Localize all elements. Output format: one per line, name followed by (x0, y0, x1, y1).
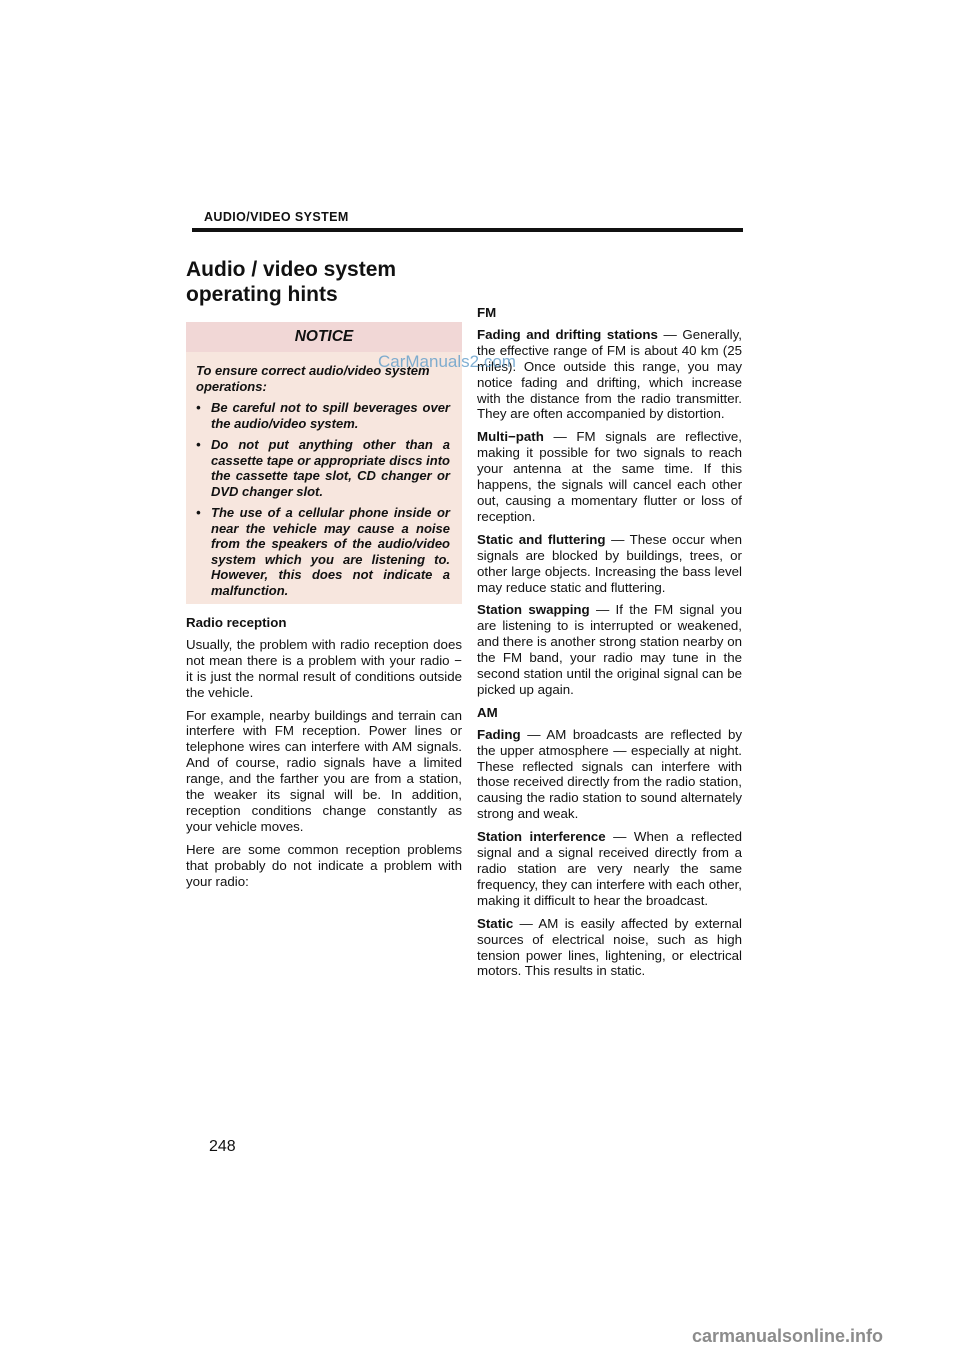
term: Station swapping (477, 602, 590, 618)
notice-item-text: The use of a cellular phone inside or near the vehicle may cause a noise from the speakers of the audio/video system which you are listening to. However, this does not indicate a malfunction. (211, 505, 450, 598)
bullet-icon: • (196, 400, 201, 415)
term: Station interference (477, 829, 606, 845)
footer-site-link[interactable]: carmanualsonline.info (692, 1326, 884, 1346)
watermark: CarManuals2.com (378, 352, 516, 371)
am-heading: AM (477, 704, 498, 720)
paragraph: For example, nearby buildings and terrain can interfere with FM reception. Power lines or telephone wires can interfere with AM signals. And of course, radio signals have a limited range, and the farther you are from a station, the weaker its signal will be. In addition, reception conditions change constantly as your vehicle moves. (186, 707, 462, 834)
fm-item (477, 532, 742, 596)
fm-item (477, 327, 742, 422)
notice-item (196, 437, 450, 499)
radio-reception-heading: Radio reception (186, 615, 287, 630)
left-column (186, 615, 462, 897)
notice-intro: To ensure correct audio/video system operations: (196, 363, 430, 394)
notice-item-text: Do not put anything other than a cassette tape or appropriate discs into the cassette tape slot, CD changer or DVD changer slot. (211, 437, 450, 499)
right-column (477, 305, 742, 986)
page-number: 248 (209, 1138, 236, 1155)
am-item (477, 829, 742, 909)
definition: — AM is easily affected by external sources of electrical noise, such as high tension power lines, lightening, or electrical motors. This results in static. (477, 915, 742, 979)
definition: — Generally, the effective range of FM is about 40 km (25 miles). Once outside this range, you may notice fading and drifting, which increase with the distance from the radio transmitter. They are often accompanied by distortion. (477, 326, 742, 422)
term: Fading (477, 726, 521, 742)
definition: — These occur when signals are blocked by buildings, trees, or other large objects. Increasing the bass level may reduce static and fluttering. (477, 531, 742, 595)
am-item (477, 727, 742, 822)
fm-item (477, 429, 742, 524)
notice-body (186, 352, 462, 598)
page-title: Audio / video system operating hints (186, 258, 397, 306)
paragraph: Here are some common reception problems that probably do not indicate a problem with your radio: (186, 841, 462, 889)
bullet-icon: • (196, 437, 201, 452)
section-header: AUDIO/VIDEO SYSTEM (204, 210, 349, 224)
term: Static and fluttering (477, 531, 606, 547)
definition: — AM broadcasts are reflected by the upper atmosphere — especially at night. These reflected signals can interfere with those received directly from the radio station, causing the radio station to sound alternately strong and weak. (477, 726, 742, 822)
fm-item (477, 602, 742, 697)
definition: — If the FM signal you are listening to is interrupted or weakened, and there is another strong station nearby on the FM band, your radio may tune in the second station until the original signal can be picked up again. (477, 602, 742, 697)
term: Static (477, 915, 514, 931)
am-item (477, 916, 742, 980)
definition: — FM signals are reflective, making it possible for two signals to reach your antenna at the same time. If this happens, the signals will cancel each other out, causing a momentary flutter or loss of reception. (477, 429, 742, 524)
notice-item (196, 400, 450, 431)
notice-item-text: Be careful not to spill beverages over the audio/video system. (211, 400, 450, 431)
term: Fading and drifting stations (477, 326, 658, 342)
definition: — When a reflected signal and a signal received directly from a radio station are very nearly the same frequency, they can interfere with each other, making it difficult to hear the broadcast. (477, 829, 742, 908)
notice-heading: NOTICE (186, 322, 462, 352)
header-rule (192, 228, 743, 232)
term: Multi−path (477, 429, 544, 445)
bullet-icon: • (196, 505, 201, 520)
paragraph: Usually, the problem with radio reception does not mean there is a problem with your radio − it is just the normal result of conditions outside the vehicle. (186, 636, 462, 700)
fm-heading: FM (477, 305, 497, 320)
notice-item (196, 505, 450, 598)
